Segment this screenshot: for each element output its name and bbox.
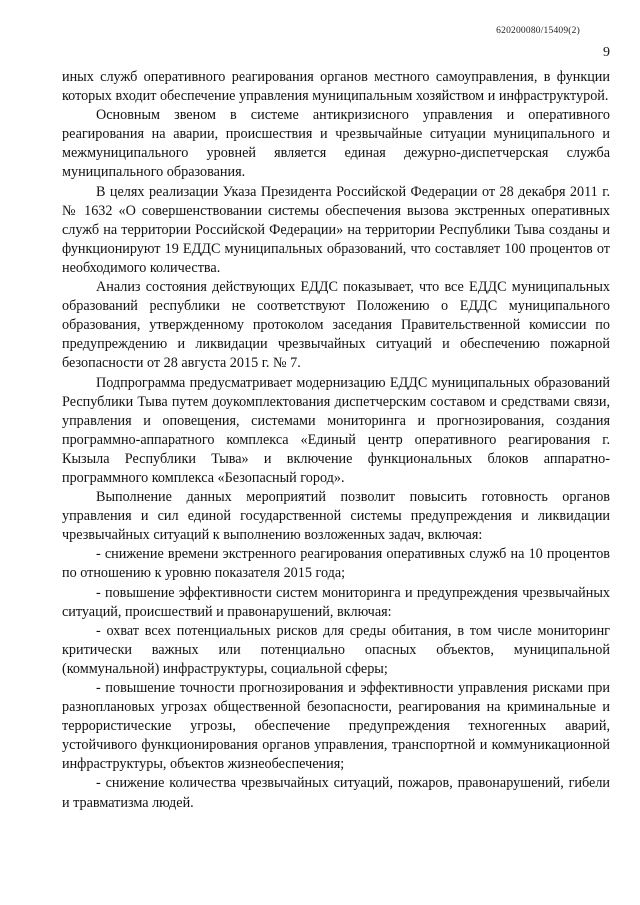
paragraph: Анализ состояния действующих ЕДДС показывает, что все ЕДДС муниципальных образований республики не соответствуют Положению о ЕДДС муниципального образования, утвержденному протоколом заседания Правительственной комиссии по предупреждению и ликвидации чрезвычайных ситуаций и обеспечению пожарной безопасности от 28 августа 2015 г. № 7. [62, 279, 610, 372]
list-item: - повышение точности прогнозирования и эффективности управления рисками при разноплановых угрозах общественной безопасности, реагирования на криминальные и террористические угрозы, обеспечение предупреждения техногенных аварий, устойчивого функционирования органов управления, транспортной и коммуникационной инфраструктуры, объектов жизнеобеспечения; [62, 680, 610, 773]
list-item: - снижение времени экстренного реагирования оперативных служб на 10 процентов по отношению к уровню показателя 2015 года; [62, 546, 610, 582]
list-item: - повышение эффективности систем мониторинга и предупреждения чрезвычайных ситуаций, происшествий и правонарушений, включая: [62, 584, 610, 620]
list-item: - охват всех потенциальных рисков для среды обитания, в том числе мониторинг критически важных или потенциально опасных объектов, муниципальной (коммунальной) инфраструктуры, социальной сферы; [62, 622, 610, 677]
paragraph: Подпрограмма предусматривает модернизацию ЕДДС муниципальных образований Республики Тыва путем доукомплектования диспетчерским составом и средствами связи, управления и оповещения, системами мониторинга и прогнозирования, создания программно-аппаратного комплекса «Единый центр оперативного реагирования г. Кызыла Республики Тыва» и включение функциональных блоков аппаратно-программного комплекса «Безопасный город». [62, 374, 610, 486]
document-body [62, 68, 610, 813]
paragraph: В целях реализации Указа Президента Российской Федерации от 28 декабря 2011 г. № 1632 «О совершенствовании системы обеспечения вызова экстренных оперативных служб на территории Российской Федерации» на территории Республики Тыва созданы и функционируют 19 ЕДДС муниципальных образований, что составляет 100 процентов от необходимого количества. [62, 183, 610, 276]
paragraph: иных служб оперативного реагирования органов местного самоуправления, в функции которых входит обеспечение управления муниципальным хозяйством и инфраструктурой. [62, 69, 610, 105]
page-number: 9 [603, 45, 610, 60]
paragraph: Выполнение данных мероприятий позволит повысить готовность органов управления и сил единой государственной системы предупреждения и ликвидации чрезвычайных ситуаций к выполнению возложенных задач, включая: [62, 489, 610, 544]
document-id: 620200080/15409(2) [496, 26, 580, 36]
paragraph: Основным звеном в системе антикризисного управления и оперативного реагирования на аварии, происшествия и чрезвычайные ситуации муниципального и межмуниципального уровней является единая дежурно-диспетчерская служба муниципального образования. [62, 107, 610, 181]
list-item: - снижение количества чрезвычайных ситуаций, пожаров, правонарушений, гибели и травматизма людей. [62, 775, 610, 811]
